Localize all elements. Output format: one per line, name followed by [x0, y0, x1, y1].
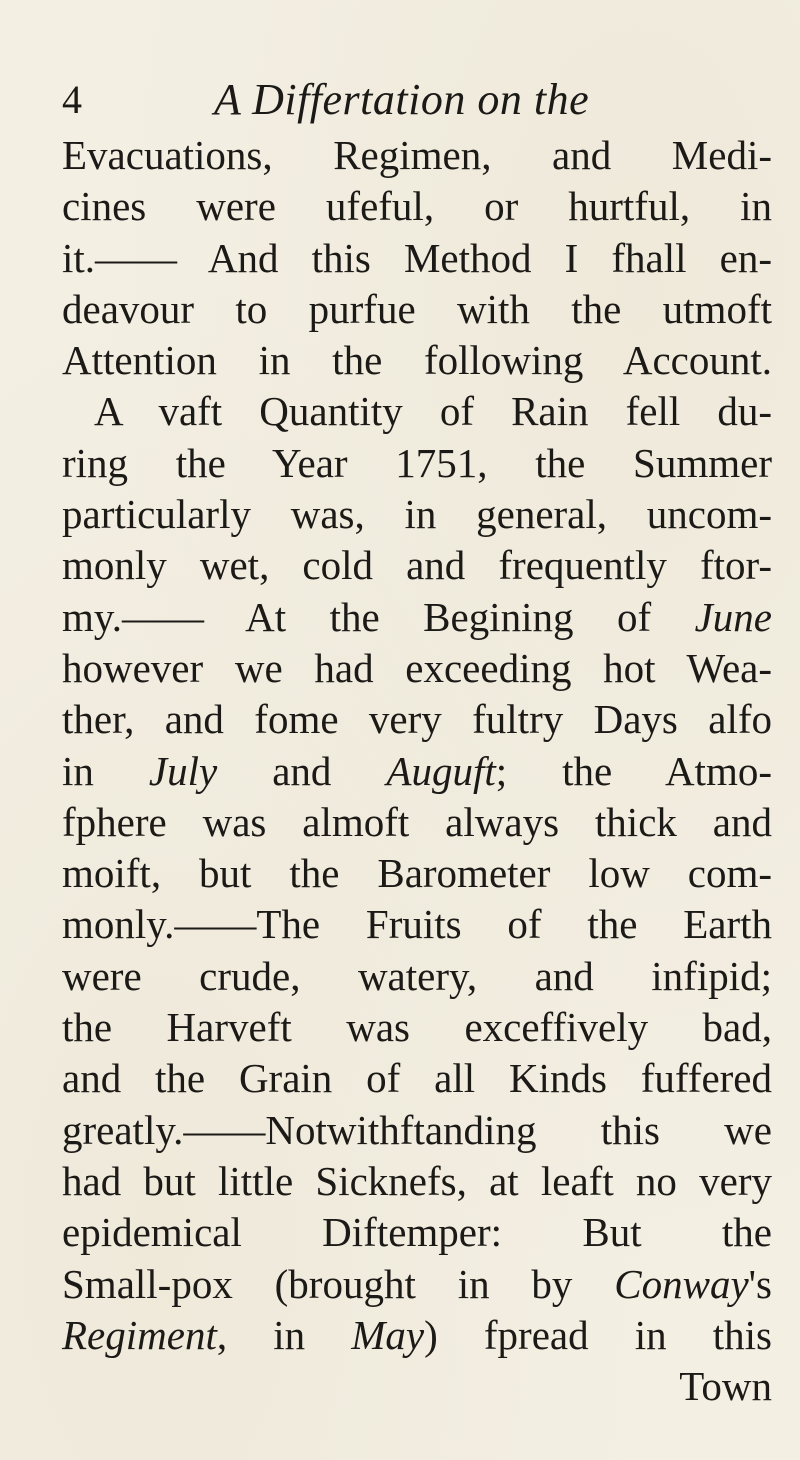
text-segment: ; the Atmo- — [495, 747, 772, 794]
text-segment: monly wet, cold and frequently ftor- — [62, 542, 772, 589]
italic-month: June — [694, 593, 772, 640]
text-line — [62, 592, 772, 643]
text-line — [62, 1156, 772, 1207]
text-segment: ther, and fome very fultry Days alfo — [62, 696, 772, 743]
text-segment: , in — [216, 1311, 352, 1358]
body-text — [62, 130, 772, 1412]
text-line — [62, 951, 772, 1002]
text-line — [62, 899, 772, 950]
text-line — [62, 130, 772, 181]
running-title: A Differtation on the — [214, 75, 590, 124]
text-segment: deavour to purfue with the utmoft — [62, 285, 772, 332]
running-head — [62, 70, 762, 130]
text-line — [62, 233, 772, 284]
text-segment: Attention in the following Account. — [62, 337, 772, 384]
catchword — [62, 1361, 772, 1412]
paragraph-start-line — [62, 386, 772, 437]
text-segment: and the Grain of all Kinds fuffered — [62, 1055, 772, 1102]
text-line — [62, 694, 772, 745]
text-segment: had but little Sicknefs, at leaft no very — [62, 1157, 772, 1204]
text-segment: monly.——The Fruits of the Earth — [62, 901, 772, 948]
text-line — [62, 335, 772, 386]
text-line — [62, 438, 772, 489]
text-segment: and — [217, 747, 387, 794]
text-segment: it.—— And this Method I fhall en- — [62, 234, 772, 281]
text-segment: particularly was, in general, uncom- — [62, 491, 772, 538]
text-segment: Evacuations, Regimen, and Medi- — [62, 132, 772, 178]
text-line — [62, 1053, 772, 1104]
text-segment: epidemical Diftemper: But the — [62, 1209, 772, 1256]
text-line — [62, 1002, 772, 1053]
text-segment: Small-pox (brought in by — [62, 1260, 615, 1307]
page-number: 4 — [62, 77, 82, 122]
text-line — [62, 1259, 772, 1310]
text-segment: 's — [748, 1260, 772, 1307]
text-segment: fphere was almoft always thick and — [62, 798, 772, 845]
text-segment: the Harveft was exceffively bad, — [62, 1004, 772, 1051]
text-segment: however we had exceeding hot Wea- — [62, 644, 772, 691]
text-segment: ring the Year 1751, the Summer — [62, 439, 772, 486]
text-segment: were crude, watery, and infipid; — [62, 952, 772, 999]
text-line — [62, 848, 772, 899]
text-segment: moift, but the Barometer low com- — [62, 850, 772, 897]
text-segment: ) fpread in this — [424, 1311, 772, 1358]
text-line — [62, 1207, 772, 1258]
text-line — [62, 540, 772, 591]
catchword-text: Town — [679, 1363, 772, 1410]
italic-month: July — [148, 747, 218, 794]
italic-name: Conway — [614, 1260, 749, 1307]
text-line — [62, 643, 772, 694]
text-line — [62, 489, 772, 540]
text-line — [62, 181, 772, 232]
text-line — [62, 797, 772, 848]
text-segment: greatly.——Notwithftanding this we — [62, 1106, 772, 1153]
italic-month: May — [351, 1311, 425, 1358]
text-line — [62, 746, 772, 797]
text-segment: cines were ufeful, or hurtful, in — [62, 183, 772, 230]
text-line — [62, 1105, 772, 1156]
italic-name: Regiment — [62, 1311, 217, 1358]
text-line — [62, 284, 772, 335]
text-segment: my.—— At the Begining of — [62, 593, 695, 640]
text-line — [62, 1310, 772, 1361]
italic-month: Auguft — [386, 747, 496, 794]
text-segment: A vaft Quantity of Rain fell du- — [94, 388, 772, 435]
text-segment: in — [62, 747, 149, 794]
